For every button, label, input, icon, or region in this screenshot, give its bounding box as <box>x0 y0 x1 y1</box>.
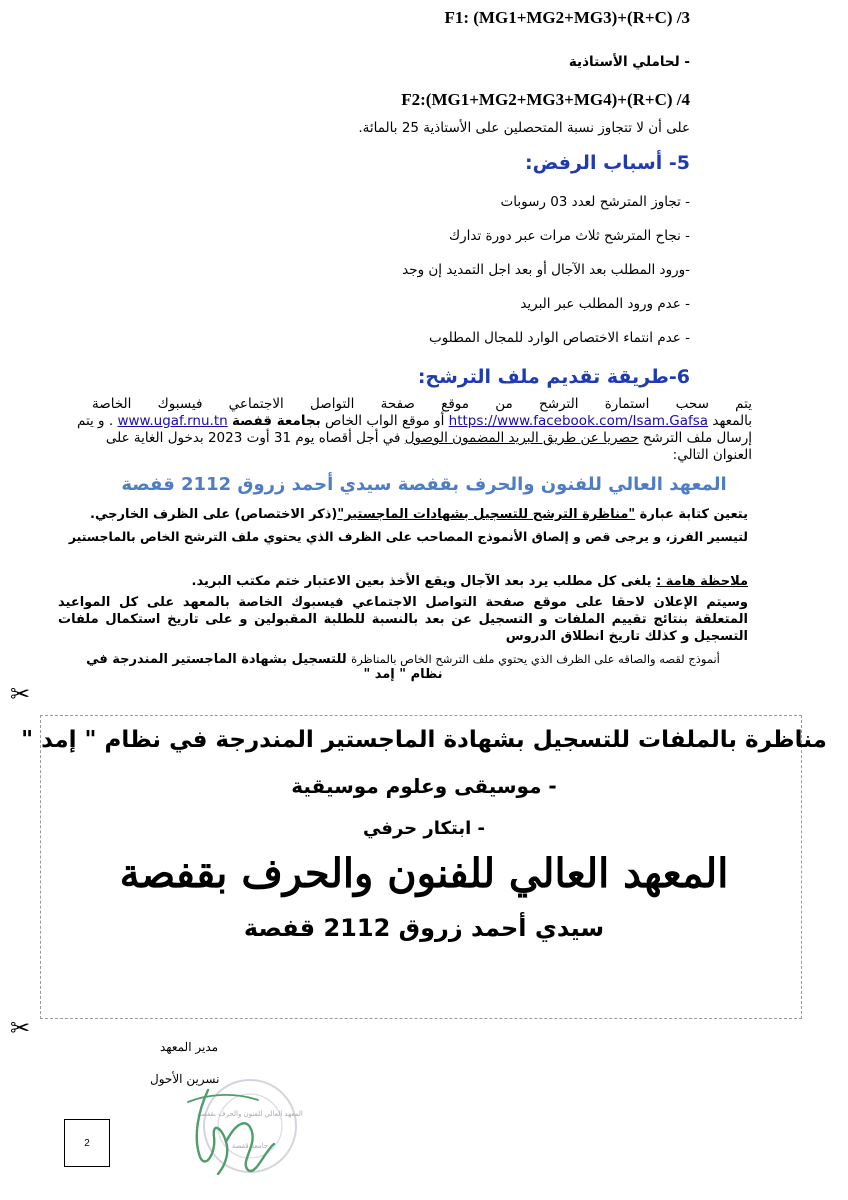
envelope-instruction <box>90 507 748 522</box>
paragraph-line <box>76 413 752 430</box>
facebook-link[interactable]: https://www.facebook.com/Isam.Gafsa <box>448 413 709 429</box>
section5-heading: 5- أسباب الرفض: <box>525 152 690 174</box>
stamp-text: المعهد العالي للفنون والحرف بقفصة <box>197 1110 303 1118</box>
rejection-item: - نجاح المترشح ثلاث مرات عبر دورة تدارك <box>448 228 690 244</box>
paragraph-line <box>92 430 752 447</box>
registered-mail-note: حصريا عن طريق البريد المضمون الوصول <box>404 430 639 446</box>
handwritten-signature <box>178 1082 288 1182</box>
signatory-name: نسرين الأحول <box>150 1072 220 1086</box>
cutout-title: مناظرة بالملفات للتسجيل بشهادة الماجستير المندرجة في نظام " إمد " <box>21 727 827 753</box>
scissors-icon: ✂ <box>10 680 31 708</box>
rejection-item: - عدم انتماء الاختصاص الوارد للمجال المطلوب <box>428 330 690 346</box>
envelope-instruction-2: لتيسير الفرز، و يرجى قص و إلصاق الأنموذج المصاحب على الظرف الذي يحتوي ملف الترشح الخاص بالماجستير <box>68 529 748 544</box>
cutout-address: سيدي أحمد زروق 2112 قفصة <box>243 914 605 942</box>
instruction-phrase: "مناظرة الترشح للتسجيل بشهادات الماجستير" <box>337 507 636 522</box>
stamp-text: جامعة قفصة <box>231 1142 269 1150</box>
university-website-link[interactable]: www.ugaf.rnu.tn <box>117 413 228 429</box>
paragraph-text: . و يتم <box>76 413 114 429</box>
rejection-item: - عدم ورود المطلب عبر البريد <box>520 296 690 312</box>
model-caption-bold: للتسجيل بشهادة الماجستير المندرجة في <box>86 652 347 667</box>
rejection-item: -ورود المطلب بعد الآجال أو بعد اجل التمديد إن وجد <box>402 262 690 278</box>
important-note <box>192 574 748 589</box>
paragraph-text: في أجل أقصاه يوم 31 أوت 2023 بدخول الغاية على <box>105 430 401 446</box>
instruction-text: (ذكر الاختصاص) على الظرف الخارجي. <box>90 507 338 522</box>
university-name: بجامعة قفصة <box>231 413 321 429</box>
model-caption-text: أنموذج لقصه والصاقه على الظرف الذي يحتوي ملف الترشح الخاص بالمناظرة <box>351 652 720 666</box>
announcement: وسيتم الإعلان لاحقا على موقع صفحة التواصل الاجتماعي فيسبوك الخاصة بالمعهد على كل المواعيد المتعلقة بنتائج تقييم الملفات و التسجيل عن بعد بالنسبة للطلبة المقبولين و على تاريخ استكمال ملفات التسجيل و كذلك تاريخ انطلاق الدروس <box>58 595 748 644</box>
percentage-note: على أن لا تتجاوز نسبة المتحصلين على الأستاذية 25 بالمائة. <box>358 120 690 136</box>
paragraph-line: العنوان التالي: <box>672 447 752 463</box>
paragraph-text: إرسال ملف الترشح <box>642 430 752 446</box>
model-caption-system: نظام " إمد " <box>363 667 443 682</box>
paragraph-line: يتم سحب استمارة الترشح من موقع صفحة التواصل الاجتماعي فيسبوك الخاصة <box>92 396 752 412</box>
scissors-icon: ✂ <box>10 1014 31 1042</box>
professors-label: - لحاملي الأستاذية <box>568 54 690 70</box>
paragraph-text: بالمعهد <box>712 413 752 429</box>
rejection-item: - تجاوز المترشح لعدد 03 رسوبات <box>500 194 690 210</box>
formula-f2: F2:(MG1+MG2+MG3+MG4)+(R+C) /4 <box>401 90 690 109</box>
cutout-specialty-craft: - ابتكار حرفي <box>362 818 486 839</box>
page-number: 2 <box>64 1119 110 1167</box>
submission-paragraph <box>76 396 752 464</box>
paragraph-text: أو موقع الواب الخاص <box>325 413 445 429</box>
signatory-title: مدير المعهد <box>160 1040 219 1054</box>
cutout-institute: المعهد العالي للفنون والحرف بقفصة <box>119 850 729 897</box>
instruction-text: يتعين كتابة عبارة <box>635 507 748 522</box>
important-note-text: يلغى كل مطلب يرد بعد الآجال ويقع الأخذ بعين الاعتبار ختم مكتب البريد. <box>191 574 657 589</box>
section6-heading: 6-طريقة تقديم ملف الترشح: <box>417 366 690 388</box>
institute-address: المعهد العالي للفنون والحرف بقفصة سيدي أحمد زروق 2112 قفصة <box>121 474 727 495</box>
formula-f1: F1: (MG1+MG2+MG3)+(R+C) /3 <box>444 8 690 27</box>
cutout-specialty-music: - موسيقى وعلوم موسيقية <box>291 774 557 798</box>
important-note-label: ملاحظة هامة : <box>656 574 748 589</box>
model-caption <box>58 652 748 682</box>
